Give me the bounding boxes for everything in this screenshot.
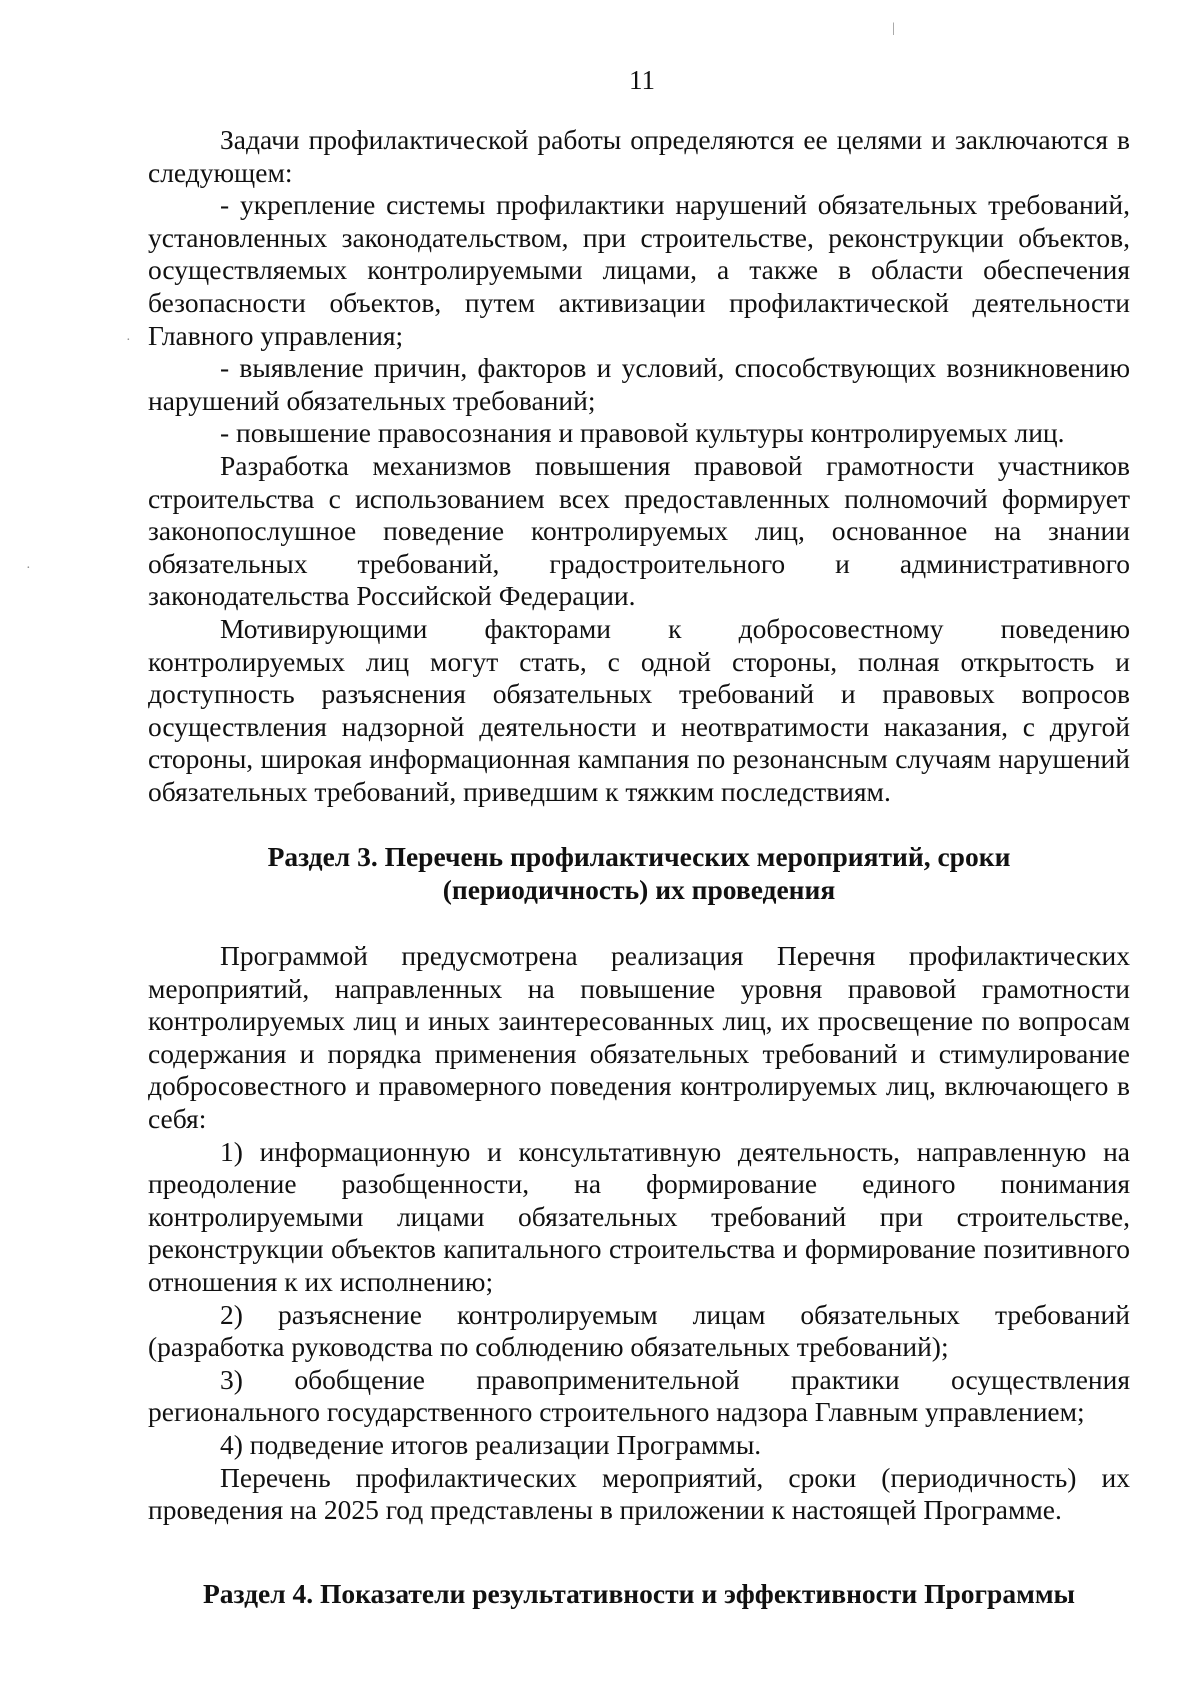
paragraph: Задачи профилактической работы определяются ее целями и заключаются в следующем: xyxy=(148,124,1130,188)
intro-text-block xyxy=(148,124,1130,808)
paragraph: 1) информационную и консультативную деятельность, направленную на преодоление разобщенности, на формирование единого понимания контролируемыми лицами обязательных требований при строительстве, реконструкции объектов капитального строительства и формирование позитивного отношения к их исполнению; xyxy=(148,1135,1130,1297)
section-3-heading-line: (периодичность) их проведения xyxy=(442,873,836,905)
paragraph: Разработка механизмов повышения правовой грамотности участников строительства с использованием всех предоставленных полномочий формирует законопослушное поведение контролируемых лиц, основанное на знании обязательных требований, градостроительного и административного законодательства Российской Федерации. xyxy=(148,449,1130,612)
paragraph: - укрепление системы профилактики нарушений обязательных требований, установленных законодательством, при строительстве, реконструкции объектов, осуществляемых контролируемыми лицами, а также в области обеспечения безопасности объектов, путем активизации профилактической деятельности Главного управления; xyxy=(148,189,1130,351)
section-3-heading xyxy=(148,841,1130,906)
paragraph: Перечень профилактических мероприятий, сроки (периодичность) их проведения на 2025 год представлены в приложении к настоящей Программе. xyxy=(148,1461,1130,1526)
paragraph: Мотивирующими факторами к добросовестному поведению контролируемых лиц могут стать, с одной стороны, полная открытость и доступность разъяснения обязательных требований и правовых вопросов осуществления надзорной деятельности и неотвратимости наказания, с другой стороны, широкая информационная кампания по резонансным случаям нарушений обязательных требований, приведшим к тяжким последствиям. xyxy=(148,612,1130,807)
scan-mark: · xyxy=(26,561,31,576)
paragraph: Программой предусмотрена реализация Перечня профилактических мероприятий, направленных на повышение уровня правовой грамотности контролируемых лиц и иных заинтересованных лиц, их просвещение по вопросам содержания и порядка применения обязательных требований и стимулирование добросовестного и правомерного поведения контролируемых лиц, включающего в себя: xyxy=(148,940,1130,1134)
paragraph: 2) разъяснение контролируемым лицам обязательных требований (разработка руководства по соблюдению обязательных требований); xyxy=(148,1298,1130,1363)
scan-mark: | xyxy=(892,21,895,36)
section-4-heading: Раздел 4. Показатели результативности и эффективности Программы xyxy=(202,1578,1076,1609)
section-3-heading-line: Раздел 3. Перечень профилактических мероприятий, сроки xyxy=(267,841,1011,872)
scan-mark: · xyxy=(126,333,131,348)
page-number: 11 xyxy=(629,65,655,95)
paragraph: - выявление причин, факторов и условий, способствующих возникновению нарушений обязательных требований; xyxy=(148,352,1130,416)
section-3-text-block xyxy=(148,940,1130,1527)
paragraph: 3) обобщение правоприменительной практики осуществления регионального государственного строительного надзора Главным управлением; xyxy=(148,1363,1130,1428)
paragraph: - повышение правосознания и правовой культуры контролируемых лиц. xyxy=(220,417,1065,449)
paragraph: 4) подведение итогов реализации Программы. xyxy=(220,1428,762,1460)
